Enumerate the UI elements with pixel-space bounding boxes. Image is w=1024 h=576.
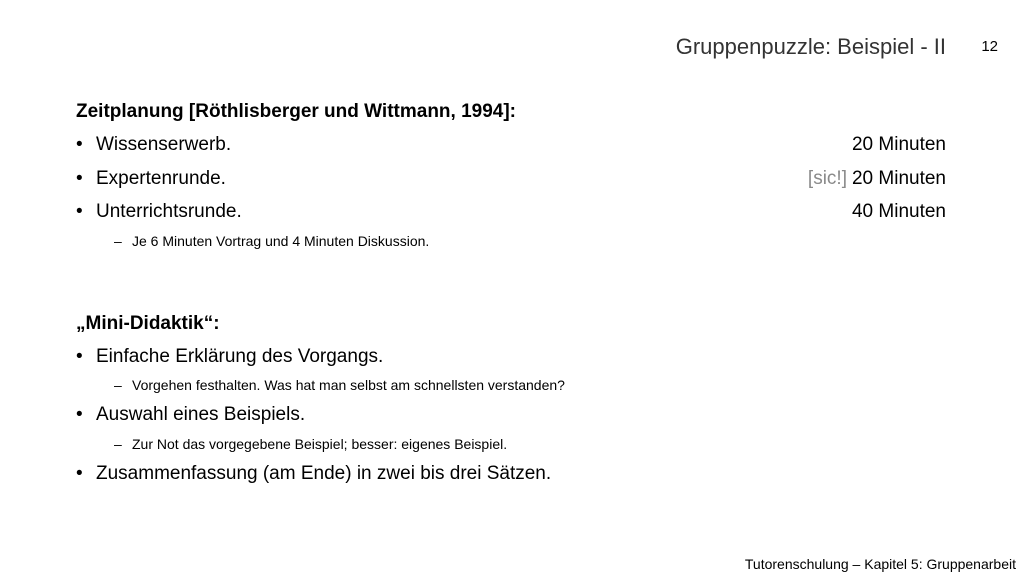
sub-list-item: [76, 432, 946, 457]
list-item: [76, 340, 946, 374]
sic-note: [sic!]: [807, 167, 847, 189]
item-label: Unterrichtsrunde.: [96, 201, 242, 222]
list-item: [76, 457, 946, 491]
list-item: [76, 128, 946, 162]
bullet-icon: •: [76, 167, 83, 189]
sub-list-item: [76, 229, 946, 254]
sub-item-text: Vorgehen festhalten. Was hat man selbst am schnellsten verstanden?: [132, 377, 565, 393]
page-number: 12: [981, 38, 998, 55]
section-heading-zeitplanung: Zeitplanung [Röthlisberger und Wittmann, 1994]:: [76, 101, 517, 122]
list-item: [76, 195, 946, 229]
item-label: Zusammenfassung (am Ende) in zwei bis drei Sätzen.: [96, 462, 552, 484]
spacer: [76, 254, 946, 308]
slide-title: Gruppenpuzzle: Beispiel - II: [675, 34, 946, 59]
dash-icon: –: [114, 232, 122, 249]
bullet-icon: •: [76, 345, 83, 367]
bullet-icon: •: [76, 201, 83, 222]
item-label: Expertenrunde.: [96, 167, 226, 189]
sub-list-item: [76, 373, 946, 398]
dash-icon: –: [114, 435, 122, 452]
item-label: Wissenserwerb.: [96, 134, 232, 155]
section-heading-mini-didaktik: „Mini-Didaktik“:: [76, 312, 220, 334]
dash-icon: –: [114, 377, 122, 393]
bullet-icon: •: [76, 134, 83, 155]
slide-footer: Tutorenschulung – Kapitel 5: Gruppenarbeit: [744, 556, 1016, 572]
item-time-value: 20 Minuten: [851, 134, 946, 155]
item-label: Einfache Erklärung des Vorgangs.: [96, 345, 384, 367]
item-time: [852, 128, 946, 162]
sub-item-text: Je 6 Minuten Vortrag und 4 Minuten Diskussion.: [132, 232, 430, 249]
list-item: [76, 398, 946, 432]
list-item: [76, 162, 946, 196]
sub-item-text: Zur Not das vorgegebene Beispiel; besser: eigenes Beispiel.: [132, 435, 508, 452]
item-time-value: 40 Minuten: [851, 201, 946, 222]
item-time: [808, 162, 946, 196]
item-time-value: 20 Minuten: [851, 167, 946, 189]
item-time: [852, 195, 946, 229]
item-label: Auswahl eines Beispiels.: [96, 404, 306, 425]
slide-content: [76, 96, 946, 490]
bullet-icon: •: [76, 462, 83, 484]
bullet-icon: •: [76, 404, 83, 425]
